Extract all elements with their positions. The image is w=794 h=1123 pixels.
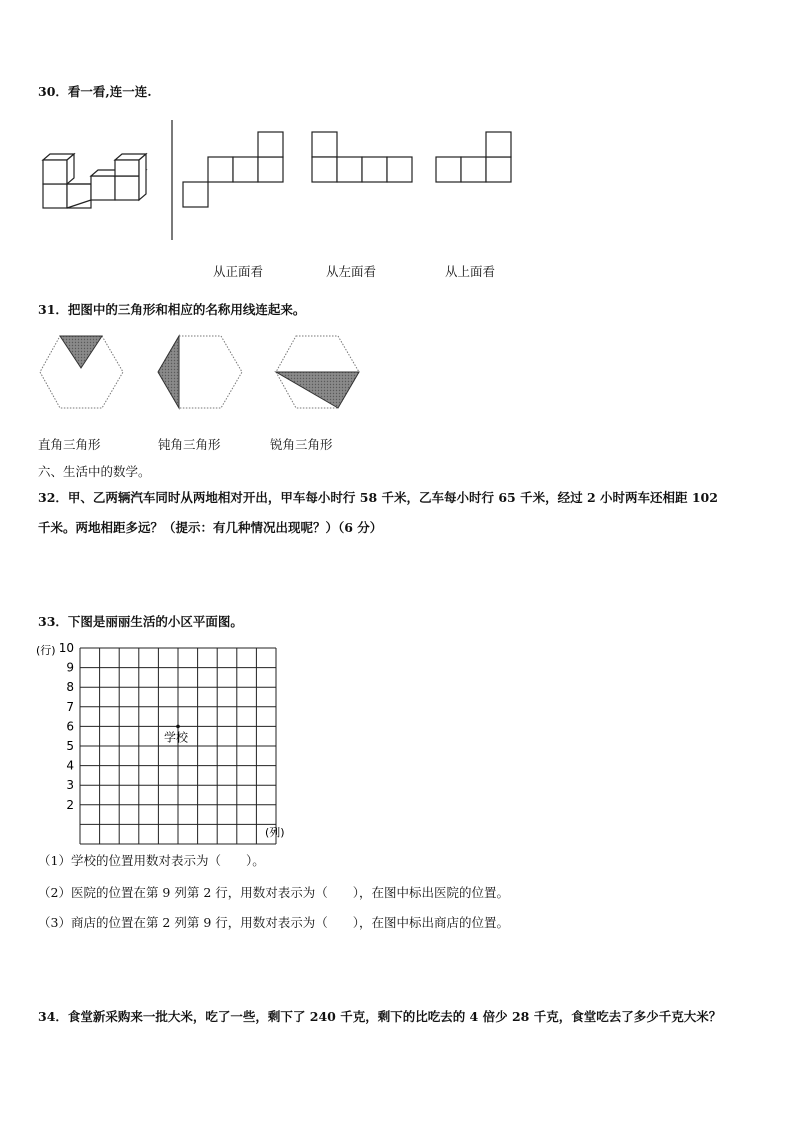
view-shape-3 <box>436 132 511 182</box>
q31-figure <box>38 332 368 414</box>
school-point <box>176 725 180 729</box>
q33-grid-map <box>36 640 296 845</box>
row-tick-label: 4 <box>66 758 74 773</box>
q30-title: 30．看一看,连一连. <box>38 84 152 99</box>
q33-sub3: （3）商店的位置在第 2 列第 9 行，用数对表示为（ ），在图中标出商店的位置。 <box>38 915 510 930</box>
q33-sub2: （2）医院的位置在第 9 列第 2 行，用数对表示为（ ），在图中标出医院的位置。 <box>38 885 510 900</box>
q34-text: 34．食堂新采购来一批大米，吃了一些，剩下了 240 千克，剩下的比吃去的 4 倍少 28 千克，食堂吃去了多少千克大米？ <box>38 1009 722 1024</box>
hexagon-2 <box>158 336 242 408</box>
row-tick-label: 5 <box>66 739 74 753</box>
row-tick-label: 10 <box>58 641 74 655</box>
q31-label-acute: 锐角三角形 <box>270 437 333 452</box>
row-tick-label: 9 <box>66 660 74 675</box>
col-axis-label: (列) <box>265 826 285 839</box>
q30-label-top: 从上面看 <box>445 264 496 279</box>
left-triangle-shape <box>158 336 179 408</box>
q31-title: 31．把图中的三角形和相应的名称用线连起来。 <box>38 302 306 317</box>
q33-title: 33．下图是丽丽生活的小区平面图。 <box>38 614 243 629</box>
q32-line2: 千米。两地相距多远？（提示：有几种情况出现呢？）（6 分） <box>38 520 383 535</box>
school-label: 学校 <box>164 730 189 745</box>
row-tick-labels <box>59 641 74 812</box>
row-tick-label: 8 <box>66 680 74 695</box>
q31-label-obtuse: 钝角三角形 <box>158 437 221 452</box>
row-tick-label: 6 <box>66 719 74 734</box>
q33-sub1: （1）学校的位置用数对表示为（ ）。 <box>38 853 265 868</box>
hexagon-1 <box>40 336 123 408</box>
q32-line1: 32．甲、乙两辆汽车同时从两地相对开出，甲车每小时行 58 千米，乙车每小时行 65 千米，经过 2 小时两车还相距 102 <box>38 490 718 505</box>
q30-label-front: 从正面看 <box>213 264 264 279</box>
view-shape-2 <box>312 132 412 182</box>
cube-structure <box>43 154 146 208</box>
row-tick-label: 7 <box>66 699 74 714</box>
q30-figure <box>38 118 538 243</box>
view-shape-1 <box>183 132 283 207</box>
hexagon-3 <box>276 336 359 408</box>
row-tick-label: 2 <box>66 797 74 812</box>
grid-lines <box>80 648 276 844</box>
row-axis-label: (行) <box>36 644 56 657</box>
row-tick-label: 3 <box>66 778 74 793</box>
q30-label-left: 从左面看 <box>326 264 377 279</box>
q31-label-right: 直角三角形 <box>38 437 101 452</box>
section6-title: 六、生活中的数学。 <box>38 464 151 479</box>
